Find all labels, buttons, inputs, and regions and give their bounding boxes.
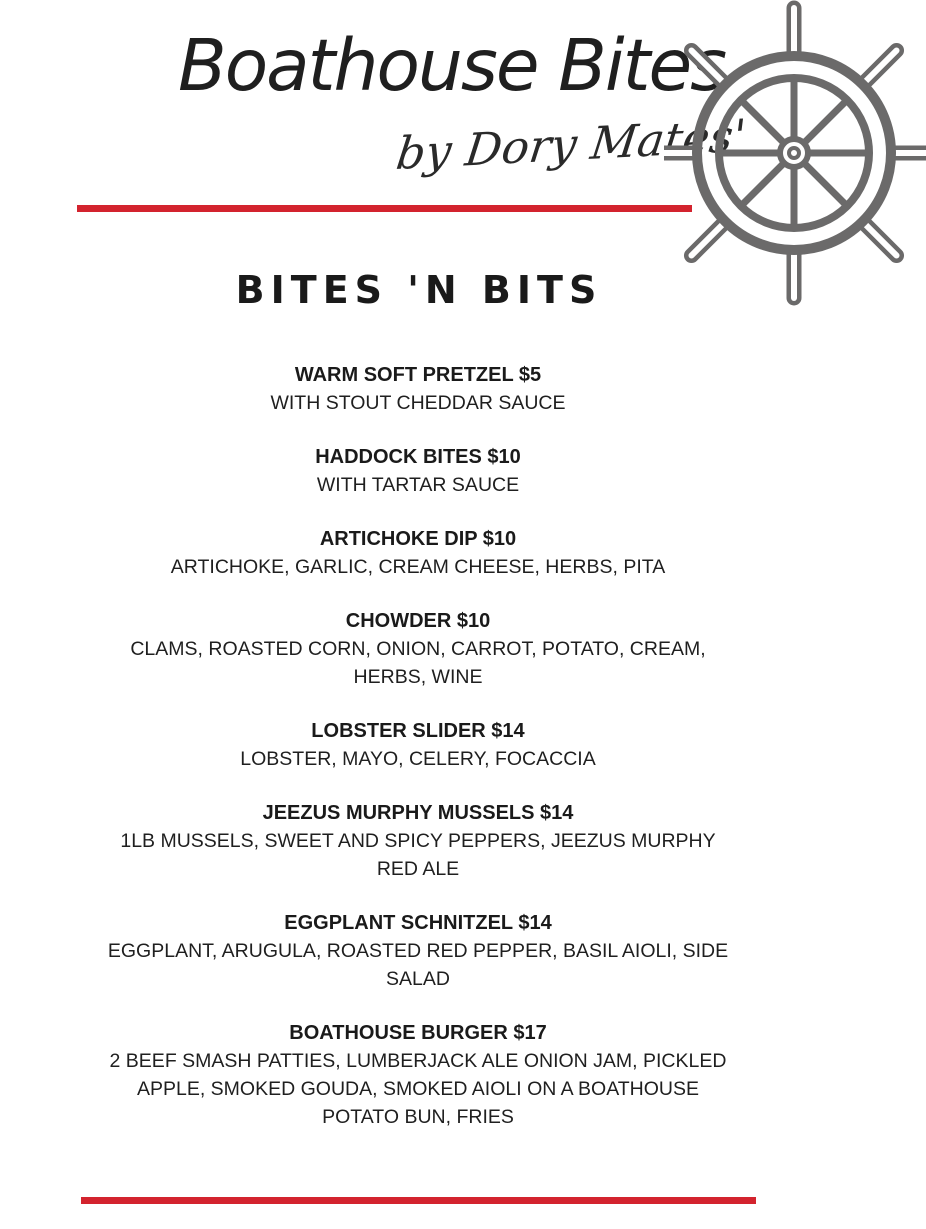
menu-item-name: WARM SOFT PRETZEL $5 xyxy=(294,364,542,386)
menu-item-name: ARTICHOKE DIP $10 xyxy=(319,528,517,550)
menu-item-name: EGGPLANT SCHNITZEL $14 xyxy=(284,912,552,934)
top-divider xyxy=(77,205,692,212)
menu-item xyxy=(100,443,736,499)
menu-item-description: WITH TARTAR SAUCE xyxy=(316,474,520,496)
menu-item xyxy=(100,909,736,993)
menu-list xyxy=(100,361,736,1157)
section-heading: BITES 'N BITS xyxy=(235,268,603,312)
menu-item-name: JEEZUS MURPHY MUSSELS $14 xyxy=(262,802,574,824)
menu-item-description: EGGPLANT, ARUGULA, ROASTED RED PEPPER, BASIL AIOLI, SIDE SALAD xyxy=(107,940,729,990)
menu-item xyxy=(100,1019,736,1131)
menu-item-description: WITH STOUT CHEDDAR SAUCE xyxy=(270,392,566,414)
menu-item-description: 2 BEEF SMASH PATTIES, LUMBERJACK ALE ONION JAM, PICKLED APPLE, SMOKED GOUDA, SMOKED AIOLI ON A BOATHOUSE POTATO BUN, FRIES xyxy=(109,1050,727,1128)
menu-item-name: CHOWDER $10 xyxy=(345,610,491,632)
menu-item xyxy=(100,361,736,417)
menu-item-name: BOATHOUSE BURGER $17 xyxy=(289,1022,547,1044)
bottom-divider xyxy=(81,1197,756,1204)
menu-item xyxy=(100,607,736,691)
menu-item xyxy=(100,525,736,581)
menu-item xyxy=(100,799,736,883)
menu-item-description: 1LB MUSSELS, SWEET AND SPICY PEPPERS, JEEZUS MURPHY RED ALE xyxy=(120,830,716,880)
menu-item-description: ARTICHOKE, GARLIC, CREAM CHEESE, HERBS, PITA xyxy=(170,556,666,578)
menu-item-name: LOBSTER SLIDER $14 xyxy=(311,720,525,742)
menu-item xyxy=(100,717,736,773)
menu-item-description: CLAMS, ROASTED CORN, ONION, CARROT, POTATO, CREAM, HERBS, WINE xyxy=(130,638,706,688)
brand-title: Boathouse Bites xyxy=(178,24,726,107)
menu-item-description: LOBSTER, MAYO, CELERY, FOCACCIA xyxy=(240,748,596,770)
ship-wheel-icon xyxy=(664,0,926,310)
menu-item-name: HADDOCK BITES $10 xyxy=(315,446,521,468)
brand-subtitle: by Dory Mates' xyxy=(393,108,749,181)
